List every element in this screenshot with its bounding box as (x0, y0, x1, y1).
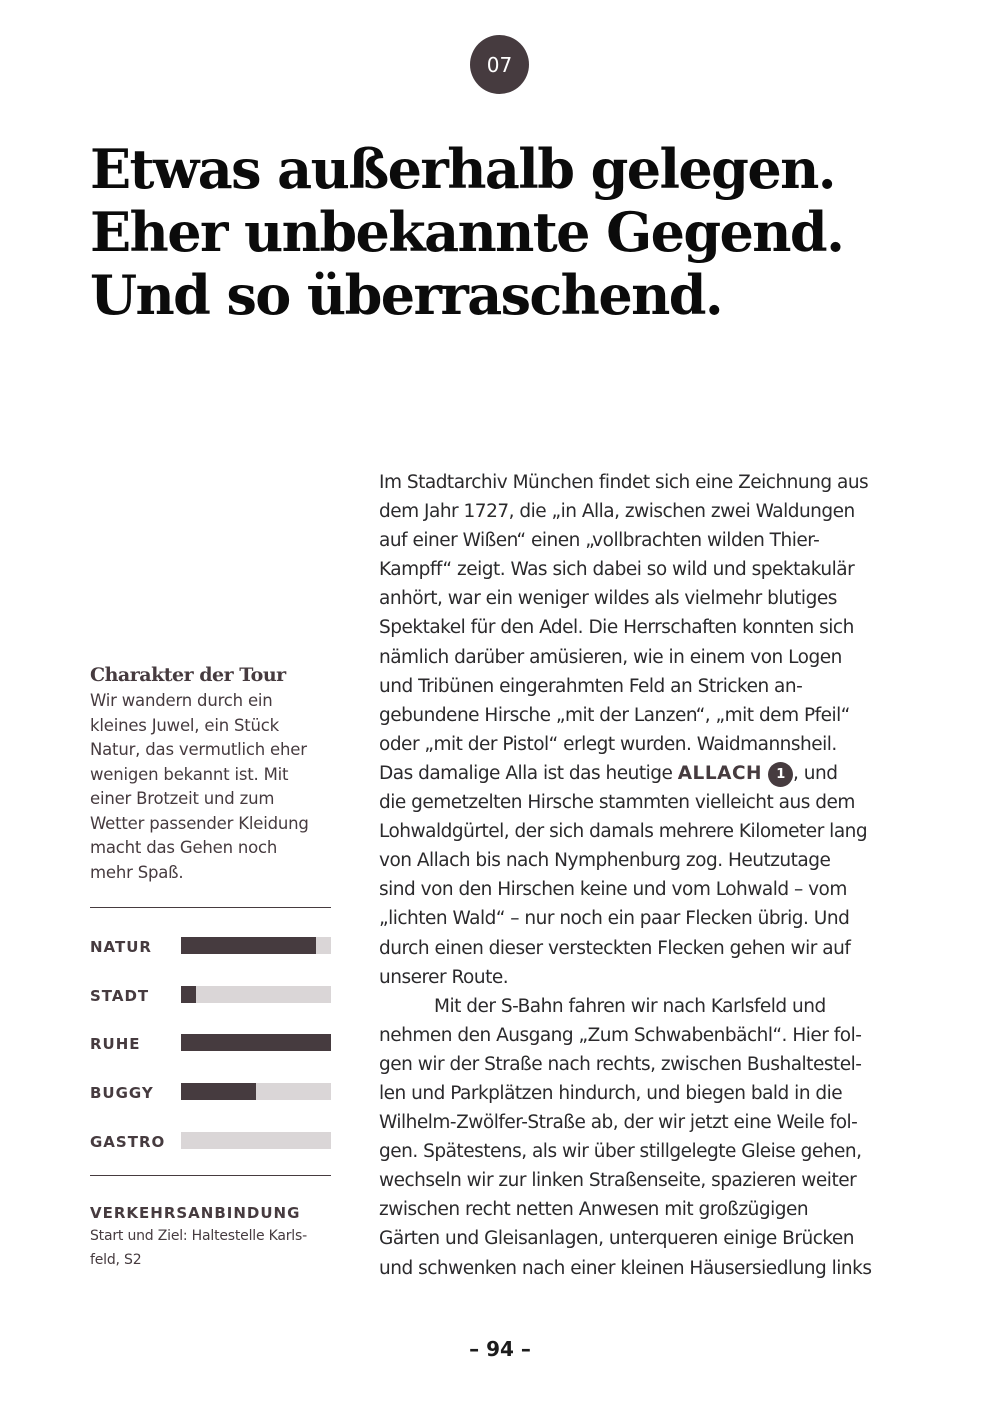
rating-track (181, 1132, 331, 1149)
text-line: Natur, das vermutlich eher (90, 740, 307, 759)
text-line: nämlich darüber amüsieren, wie in einem von Logen (379, 646, 842, 668)
headline-line: Und so überraschend. (90, 263, 723, 327)
text-line: sind von den Hirschen keine und vom Lohwald – vom (379, 879, 847, 901)
tour-character-title: Charakter der Tour (90, 664, 286, 686)
text-line: feld, S2 (90, 1252, 142, 1268)
text-line: unserer Route. (379, 966, 509, 988)
rating-label: STADT (90, 987, 150, 1005)
text-line-place (379, 759, 919, 788)
transport-text (90, 1224, 331, 1272)
text-line: Wilhelm-Zwölfer-Straße ab, der wir jetzt eine Weile fol- (379, 1112, 858, 1134)
rating-label: NATUR (90, 938, 152, 956)
map-marker-number: 1 (768, 762, 793, 787)
text-line: Start und Ziel: Haltestelle Karls- (90, 1228, 307, 1244)
rating-natur (90, 936, 331, 956)
text-line: Wetter passender Kleidung (90, 813, 309, 833)
rating-track (181, 986, 331, 1003)
text-line: Spektakel für den Adel. Die Herrschaften konnten sich (379, 617, 854, 639)
text-line: Im Stadtarchiv München findet sich eine Zeichnung aus (379, 472, 869, 493)
text-line: die gemetzelten Hirsche stammten vielleicht aus dem (379, 792, 855, 814)
rating-fill (181, 986, 196, 1003)
transport-info (90, 1204, 331, 1272)
text-line: Kampff“ zeigt. Was sich dabei so wild und spektakulär (379, 559, 855, 581)
tour-character-text (90, 689, 331, 885)
rating-label: GASTRO (90, 1133, 166, 1151)
sidebar-divider-top (90, 907, 331, 908)
text-line: macht das Gehen noch (90, 838, 278, 857)
chapter-number-badge: 07 (470, 35, 529, 94)
place-name-allach: ALLACH (677, 762, 763, 784)
text-line: Mit der S-Bahn fahren wir nach Karlsfeld und (434, 995, 826, 1017)
sidebar-divider-bottom (90, 1175, 331, 1176)
page-headline (90, 138, 950, 327)
rating-track (181, 937, 331, 954)
rating-label: BUGGY (90, 1084, 154, 1102)
rating-fill (181, 1034, 331, 1051)
text-line: nehmen den Ausgang „Zum Schwabenbächl“. Hier fol- (379, 1024, 862, 1046)
text-line: dem Jahr 1727, die „in Alla, zwischen zwei Waldungen (379, 501, 855, 523)
text-line: Wir wandern durch ein (90, 691, 273, 710)
headline-line: Eher unbekannte Gegend. (90, 200, 844, 264)
text-line: gen. Spätestens, als wir über stillgelegte Gleise gehen, (379, 1141, 862, 1163)
text-line: auf einer Wißen“ einen „vollbrachten wilden Thier- (379, 530, 820, 552)
rating-fill (181, 937, 316, 954)
text-line: und schwenken nach einer kleinen Häusersiedlung links (379, 1257, 872, 1279)
text-line: gen wir der Straße nach rechts, zwischen Bushaltestel- (379, 1053, 862, 1075)
text-line: „lichten Wald“ – nur noch ein paar Flecken übrig. Und (379, 908, 850, 930)
text-line: anhört, war ein weniger wildes als vielmehr blutiges (379, 588, 837, 610)
text-line: mehr Spaß. (90, 862, 184, 882)
text-line: und Tribünen eingerahmten Feld an Stricken an- (379, 675, 803, 697)
text-line: durch einen dieser versteckten Flecken gehen wir auf (379, 937, 851, 959)
place-prefix: Das damalige Alla ist das heutige (379, 762, 678, 784)
text-line: Lohwaldgürtel, der sich damals mehrere Kilometer lang (379, 821, 868, 843)
text-line: len und Parkplätzen hindurch, und biegen bald in die (379, 1082, 843, 1104)
body-text (379, 468, 919, 1283)
text-line: oder „mit der Pistol“ erlegt wurden. Waidmannsheil. (379, 733, 837, 755)
page-number: – 94 – (469, 1337, 531, 1361)
text-line: Gärten und Gleisanlagen, unterqueren einige Brücken (379, 1228, 855, 1250)
rating-track (181, 1083, 331, 1100)
text-line: von Allach bis nach Nymphenburg zog. Heutzutage (379, 850, 831, 872)
rating-stadt (90, 985, 331, 1005)
rating-gastro (90, 1131, 331, 1151)
rating-label: RUHE (90, 1035, 141, 1053)
rating-ruhe (90, 1033, 331, 1053)
text-line: wechseln wir zur linken Straßenseite, spazieren weiter (379, 1170, 857, 1192)
rating-fill (181, 1083, 256, 1100)
text-line: wenigen bekannt ist. Mit (90, 764, 289, 784)
text-line: zwischen recht netten Anwesen mit großzügigen (379, 1199, 809, 1221)
place-suffix: , und (793, 762, 838, 784)
text-line: kleines Juwel, ein Stück (90, 715, 280, 735)
headline-line: Etwas außerhalb gelegen. (90, 137, 835, 201)
tour-character-box (90, 662, 331, 885)
rating-track (181, 1034, 331, 1051)
text-line: einer Brotzeit und zum (90, 789, 275, 808)
transport-title: VERKEHRSANBINDUNG (90, 1204, 301, 1222)
rating-buggy (90, 1082, 331, 1102)
text-line: gebundene Hirsche „mit der Lanzen“, „mit dem Pfeil“ (379, 704, 850, 726)
